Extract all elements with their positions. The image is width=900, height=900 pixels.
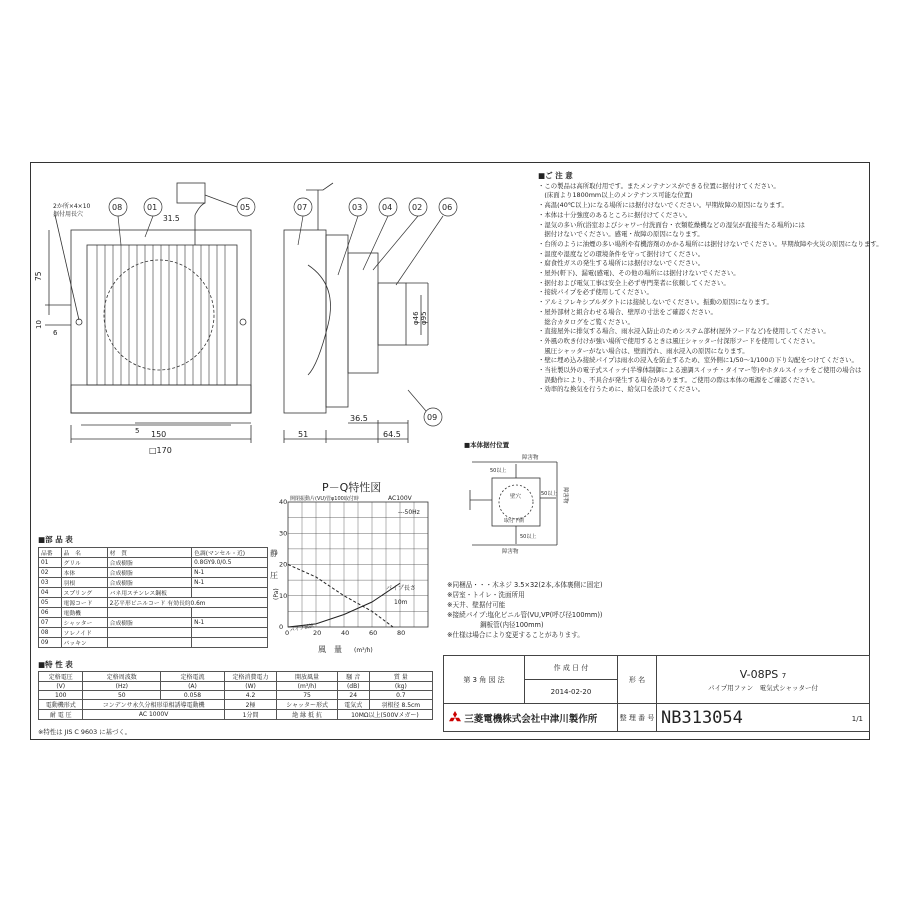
part-name: 本体 [61, 568, 107, 578]
install-obstacle-top: 障害物 [522, 455, 539, 461]
pq-ytick: 10 [279, 591, 288, 600]
spec-shutter-value: 電気式 [337, 700, 369, 710]
misc-line: 鋼板管(内径100mm) [447, 621, 544, 629]
note-line: ・壁に埋め込み接続パイプは雨水の浸入を防止するため、室外側に1/50〜1/100の下り勾配をつけてください。 [538, 356, 858, 365]
note-line: 風圧シャッターがない場合は、壁面汚れ、雨水浸入の原因になります。 [538, 346, 749, 355]
part-name: 羽根 [61, 578, 107, 588]
spec-motor-row [39, 700, 433, 710]
parts-table [38, 547, 268, 648]
pq-ytick: 40 [279, 498, 288, 506]
part-no: 01 [39, 558, 62, 568]
callout-09: 09 [427, 413, 438, 422]
spec-footnote: ※特性は JIS C 9603 に基づく。 [38, 728, 132, 736]
callout-01: 01 [147, 203, 158, 212]
table-row [39, 558, 268, 568]
spec-value: 24 [337, 691, 369, 700]
part-no: 09 [39, 638, 62, 648]
part-material [107, 628, 191, 638]
dim-bottom-small: 5 [135, 427, 140, 435]
pq-xtick: 20 [313, 629, 322, 637]
table-row [39, 618, 268, 628]
part-material: 合成樹脂 [107, 568, 191, 578]
install-floor: 取付下側 [504, 518, 525, 524]
front-view-drawing [35, 175, 275, 460]
part-material: 2芯平形ビニルコード 有効長約0.6m [107, 598, 267, 608]
pq-ytick: 30 [279, 529, 288, 538]
spec-value: 50 [83, 691, 161, 700]
note-line: ・屋外(軒下)、漏電(感電)、その他の場所には据付けないでください。 [538, 269, 740, 278]
dim-36-5: 36.5 [350, 414, 368, 423]
tb-company-cell [444, 704, 618, 732]
spec-unit: (V) [39, 682, 83, 691]
note-line: ・外風の吹き付けが強い場所で使用するときは風圧シャッター付深形フードを使用してください。 [538, 336, 819, 345]
install-diagram [462, 450, 582, 560]
misc-line: ※接続パイプ:塩化ビニル管(VU,VP(呼び径100mm)) [447, 611, 603, 619]
parts-header: 材 質 [107, 548, 191, 558]
spec-header: 質 量 [369, 672, 432, 682]
dim-d95: φ95 [420, 311, 428, 325]
tb-form-label: 形 名 [618, 656, 657, 704]
spec-shutter [277, 700, 337, 710]
pq-xtick: 40 [341, 629, 350, 637]
part-no: 05 [39, 598, 62, 608]
misc-line: ※天井、壁据付可能 [447, 601, 506, 609]
part-material [107, 638, 191, 648]
pq-ytick: 20 [279, 560, 288, 569]
part-color [192, 588, 268, 598]
spec-header: 開放風量 [277, 672, 337, 682]
callout-03: 03 [352, 203, 363, 212]
callout-07: 07 [297, 203, 308, 212]
spec-unit: (kg) [369, 682, 432, 691]
spec-blade [369, 700, 432, 710]
spec-title: ■特 性 表 [38, 660, 73, 669]
callout-02: 02 [412, 203, 423, 212]
side-view-drawing [278, 175, 453, 460]
pq-chart [270, 492, 445, 657]
spec-unit: (Hz) [83, 682, 161, 691]
callout-04: 04 [382, 203, 393, 212]
spec-unit: (W) [224, 682, 277, 691]
note-line: ・この製品は高所取付用です。またメンテナンスができる位置に据付けてください。 [538, 181, 780, 190]
dim-top: 31.5 [163, 214, 180, 223]
tb-number: NB313054 [661, 707, 743, 728]
install-dist-right: 50以上 [541, 491, 558, 497]
spec-insulation: 10MΩ以上(500Vメガー) [337, 710, 432, 720]
spec-value-row [39, 691, 433, 700]
pq-curve-label-b: 10m [394, 599, 408, 606]
table-row [39, 638, 268, 648]
pq-ylabel-b: 圧 [270, 571, 278, 580]
part-material: 合成樹脂 [107, 558, 191, 568]
pq-xtick: 80 [397, 629, 406, 637]
note-line: 誤動作により、不具合が発生する場合があります。ご使用の際は本体の電源をご確認ください。 [538, 375, 819, 384]
callout-05: 05 [240, 203, 251, 212]
note-line: ・直接屋外に排気する場合、雨水浸入防止のためシステム部材(屋外フードなど)を使用してください。 [538, 327, 830, 336]
part-color: N-1 [192, 568, 268, 578]
parts-header: 品 名 [61, 548, 107, 558]
misc-line: ※仕様は場合により変更することがあります。 [447, 631, 584, 639]
spec-withstand: AC 1000V [83, 710, 224, 720]
table-row [39, 608, 268, 618]
pq-xtick: 0 [285, 629, 290, 637]
install-title: ■本体据付位置 [464, 441, 510, 449]
misc-line: ※同梱品・・・木ネジ 3.5×32(2本,本体裏側に固定) [447, 581, 603, 589]
table-row [39, 568, 268, 578]
install-obstacle-right: 障害物 [562, 487, 568, 504]
part-name: グリル [61, 558, 107, 568]
note-line: ・本体は十分強度のあるところに据付けてください。 [538, 210, 692, 219]
pq-curve-label-c: パイプ抵抗 [289, 622, 315, 634]
part-name: スプリング [61, 588, 107, 598]
part-no: 07 [39, 618, 62, 628]
pq-title: P－Q特性図 [322, 481, 382, 494]
tb-model: V-08PS [739, 667, 779, 681]
pq-xunit: (m³/h) [354, 647, 373, 654]
spec-unit-row [39, 682, 433, 691]
spec-motor: コンデンサ永久分相形単相誘導電動機 [83, 700, 224, 710]
part-material [107, 608, 191, 618]
part-name: 電源コード [61, 598, 107, 608]
note-line: ・効率的な換気を行うために、給気口を設けてください。 [538, 385, 705, 394]
callout-08: 08 [112, 203, 123, 212]
misc-notes [447, 580, 603, 640]
table-row [39, 578, 268, 588]
tb-page: 1/1 [851, 714, 863, 723]
pq-ylabel-a: 静 [270, 549, 278, 558]
note-line: ・アルミフレキシブルダクトには接続しないでください。振動の原因になります。 [538, 298, 773, 307]
tb-date-label: 作 成 日 付 [525, 656, 618, 680]
spec-header: 定格消費電力 [224, 672, 277, 682]
mitsubishi-logo-icon [448, 711, 462, 724]
dim-width-inner: 150 [151, 430, 167, 439]
spec-table [38, 671, 433, 720]
spec-value: 0.7 [369, 691, 432, 700]
install-obstacle-bottom: 障害物 [502, 549, 519, 555]
note-line: ・湿気の多い所(浴室およびシャワー付洗面台・衣類乾燥機などの湿気が直接当たる場所)には [538, 220, 805, 229]
spec-shutter-label: シャッター形式 [286, 702, 328, 709]
note-line: ・高温(40℃以上)になる場所には据付けないでください。早期故障の原因になります。 [538, 201, 788, 210]
note-line: ・当社製以外の電子式スイッチ(半導体制御による速調スイッチ・タイマー等)やホタルスイッチをご使用の場合は [538, 366, 862, 375]
tb-model-sub: 7 [781, 671, 787, 680]
part-no: 08 [39, 628, 62, 638]
spec-value: 75 [277, 691, 337, 700]
part-color: N-1 [192, 578, 268, 588]
tb-date: 2014-02-20 [525, 680, 618, 704]
part-material: バネ用ステンレス鋼板 [107, 588, 191, 598]
title-block [443, 655, 870, 732]
parts-header-row [39, 548, 268, 558]
spec-withstand-label: 耐 電 圧 [39, 710, 83, 720]
note-line: (床面より1800mm以上のメンテナンス可能な位置) [538, 191, 693, 200]
parts-header: 色調(マンセル・近) [192, 548, 268, 558]
tb-angle: 第 3 角 図 法 [444, 656, 525, 704]
pq-legend2: AC100V [388, 495, 412, 502]
install-dist-bottom: 50以上 [520, 534, 537, 540]
spec-withstand-time: 1分間 [224, 710, 277, 720]
note-line: 総合カタログをご覧ください。 [538, 317, 634, 326]
part-name: パッキン [61, 638, 107, 648]
spec-unit: (m³/h) [277, 682, 337, 691]
note-line: ・温度や湿度などの環境条件を守って据付けてください。 [538, 249, 705, 258]
notes-title: ■ご 注 意 [538, 171, 573, 180]
table-row [39, 598, 268, 608]
parts-header: 品番 [39, 548, 62, 558]
parts-title: ■部 品 表 [38, 535, 73, 544]
pq-yunit: (Pa) [273, 588, 280, 600]
callout-06: 06 [442, 203, 453, 212]
part-no: 02 [39, 568, 62, 578]
note-line: 据付けないでください。感電・故障の原因になります。 [538, 230, 704, 239]
part-color [192, 608, 268, 618]
dim-d46: φ46 [412, 311, 420, 325]
part-no: 03 [39, 578, 62, 588]
spec-insulation-label: 絶 縁 抵 抗 [277, 710, 337, 720]
spec-header-row [39, 672, 433, 682]
spec-header: 定格周波数 [83, 672, 161, 682]
part-name: シャッター [61, 618, 107, 628]
spec-header: 騒 音 [337, 672, 369, 682]
note-line: ・据付および電気工事は安全上必ず専門業者に依頼してください。 [538, 278, 730, 287]
tb-desc: パイプ用ファン 電気式シャッター付 [707, 683, 819, 692]
spec-value: 0.058 [161, 691, 225, 700]
note-line: ・屋外部材と組合わせる場合、壁厚の寸法をご確認ください。 [538, 307, 717, 316]
spec-value: 100 [39, 691, 83, 700]
dim-left-height: 75 [34, 271, 43, 281]
dim-left-a: 10 [35, 320, 43, 329]
pq-curve-label-a: パイプ長さ [386, 585, 416, 592]
spec-withstand-row [39, 710, 433, 720]
dim-width-outer: □170 [149, 446, 172, 455]
tb-company: 三菱電機株式会社中津川製作所 [464, 713, 598, 725]
note-line: ・台所のように油煙の多い場所や有機溶剤のかかる場所には据付けないでください。早期故障や火災の原因になります。 [538, 239, 883, 248]
spec-header: 定格電圧 [39, 672, 83, 682]
pq-xlabel: 風 量 [318, 645, 342, 654]
pq-legend3: ---50Hz [398, 509, 420, 516]
part-color [192, 628, 268, 638]
hole-note-1: 2か所×4×10 [53, 203, 91, 210]
tb-number-cell [657, 704, 870, 732]
part-name: 電動機 [61, 608, 107, 618]
note-line: ・腐食性ガスの発生する場所には据付けないでください。 [538, 259, 705, 268]
part-color: N-1 [192, 618, 268, 628]
part-material: 合成樹脂 [107, 618, 191, 628]
pq-ytick: 0 [279, 623, 284, 631]
dim-51: 51 [298, 430, 309, 439]
spec-unit: (A) [161, 682, 225, 691]
part-no: 06 [39, 608, 62, 618]
part-color [192, 638, 268, 648]
spec-unit: (dB) [337, 682, 369, 691]
dim-64-5: 64.5 [383, 430, 401, 439]
part-material: 合成樹脂 [107, 578, 191, 588]
spec-header: 定格電流 [161, 672, 225, 682]
spec-blade-value: 8.5cm [401, 702, 421, 709]
part-no: 04 [39, 588, 62, 598]
note-line: ・接続パイプを必ず使用してください。 [538, 288, 653, 297]
table-row [39, 588, 268, 598]
spec-blade-label: 羽根径 [381, 702, 400, 709]
table-row [39, 628, 268, 638]
pq-legend1: 開閉振動片(VU)管φ100取付時 [290, 496, 359, 502]
spec-value: 4.2 [224, 691, 277, 700]
install-dist-top: 50以上 [490, 468, 507, 474]
install-center: 壁穴 [510, 494, 522, 500]
pq-xtick: 60 [369, 629, 378, 637]
spec-poles: 2極 [224, 700, 277, 710]
dim-left-b: 6 [53, 329, 58, 337]
part-color: 0.8GY9.0/0.5 [192, 558, 268, 568]
tb-model-cell [657, 656, 870, 704]
part-name: ソレノイド [61, 628, 107, 638]
spec-motor-label: 電動機形式 [39, 700, 83, 710]
tb-num-label: 整 理 番 号 [618, 704, 657, 732]
caution-notes [538, 171, 883, 395]
hole-note-2: 据付用長穴 [53, 211, 84, 218]
misc-line: ※居室・トイレ・洗面所用 [447, 591, 525, 599]
